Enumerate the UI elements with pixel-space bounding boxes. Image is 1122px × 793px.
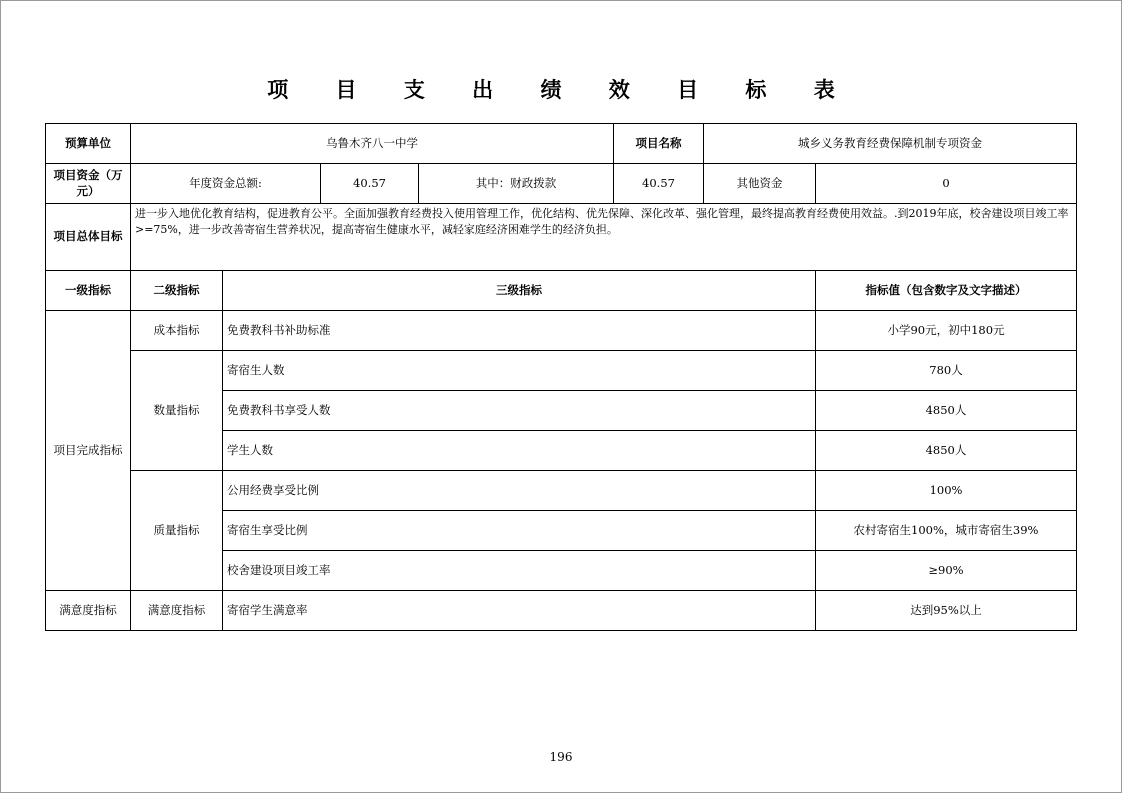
goal-row — [46, 204, 1077, 271]
table-row — [46, 351, 1077, 391]
performance-table-wrap — [45, 123, 1077, 631]
project-name-label: 项目名称 — [614, 124, 704, 164]
unit-label: 预算单位 — [46, 124, 131, 164]
funds-other-label: 其他资金 — [704, 164, 816, 204]
goal-label: 项目总体目标 — [46, 204, 131, 271]
quantity-indicator-label: 数量指标 — [131, 351, 223, 471]
indicator-value: 小学90元，初中180元 — [816, 311, 1077, 351]
cost-indicator-label: 成本指标 — [131, 311, 223, 351]
indicator-name: 寄宿生享受比例 — [223, 511, 816, 551]
quality-indicator-label: 质量指标 — [131, 471, 223, 591]
indicator-value: 780人 — [816, 351, 1077, 391]
indicator-name: 寄宿学生满意率 — [223, 591, 816, 631]
indicator-name: 学生人数 — [223, 431, 816, 471]
table-row — [46, 591, 1077, 631]
funds-total-label: 年度资金总额: — [131, 164, 321, 204]
table-row — [46, 311, 1077, 351]
page-title: 项 目 支 出 绩 效 目 标 表 — [267, 78, 855, 102]
project-name-value: 城乡义务教育经费保障机制专项资金 — [704, 124, 1077, 164]
indicator-value: 4850人 — [816, 391, 1077, 431]
funds-fiscal-value: 40.57 — [614, 164, 704, 204]
indicator-value: ≥90% — [816, 551, 1077, 591]
column-level2: 二级指标 — [131, 271, 223, 311]
funds-other-value: 0 — [816, 164, 1077, 204]
indicator-value: 农村寄宿生100%，城市寄宿生39% — [816, 511, 1077, 551]
indicator-name: 免费教科书享受人数 — [223, 391, 816, 431]
page-number: 196 — [549, 750, 573, 764]
column-level1: 一级指标 — [46, 271, 131, 311]
completion-indicator-label: 项目完成指标 — [46, 311, 131, 591]
indicator-name: 公用经费享受比例 — [223, 471, 816, 511]
satisfaction-level1-label: 满意度指标 — [46, 591, 131, 631]
indicator-name: 校舍建设项目竣工率 — [223, 551, 816, 591]
column-header-row — [46, 271, 1077, 311]
funds-label: 项目资金（万元） — [46, 164, 131, 204]
indicator-name: 免费教科书补助标准 — [223, 311, 816, 351]
funds-row — [46, 164, 1077, 204]
indicator-value: 达到95%以上 — [816, 591, 1077, 631]
unit-value: 乌鲁木齐八一中学 — [131, 124, 614, 164]
indicator-value: 4850人 — [816, 431, 1077, 471]
performance-table — [45, 123, 1077, 631]
indicator-value: 100% — [816, 471, 1077, 511]
funds-fiscal-label: 其中：财政拨款 — [419, 164, 614, 204]
goal-text: 进一步入地优化教育结构，促进教育公平。全面加强教育经费投入使用管理工作，优化结构、优先保障、深化改革、强化管理，最终提高教育经费使用效益。.到2019年底，校舍建设项目竣工率>=75%，进一步改善寄宿生营养状况，提高寄宿生健康水平，减轻家庭经济困难学生的经济负担。 — [131, 204, 1077, 271]
funds-total-value: 40.57 — [321, 164, 419, 204]
column-value: 指标值（包含数字及文字描述） — [816, 271, 1077, 311]
column-level3: 三级指标 — [223, 271, 816, 311]
indicator-name: 寄宿生人数 — [223, 351, 816, 391]
table-row — [46, 471, 1077, 511]
satisfaction-level2-label: 满意度指标 — [131, 591, 223, 631]
header-row — [46, 124, 1077, 164]
